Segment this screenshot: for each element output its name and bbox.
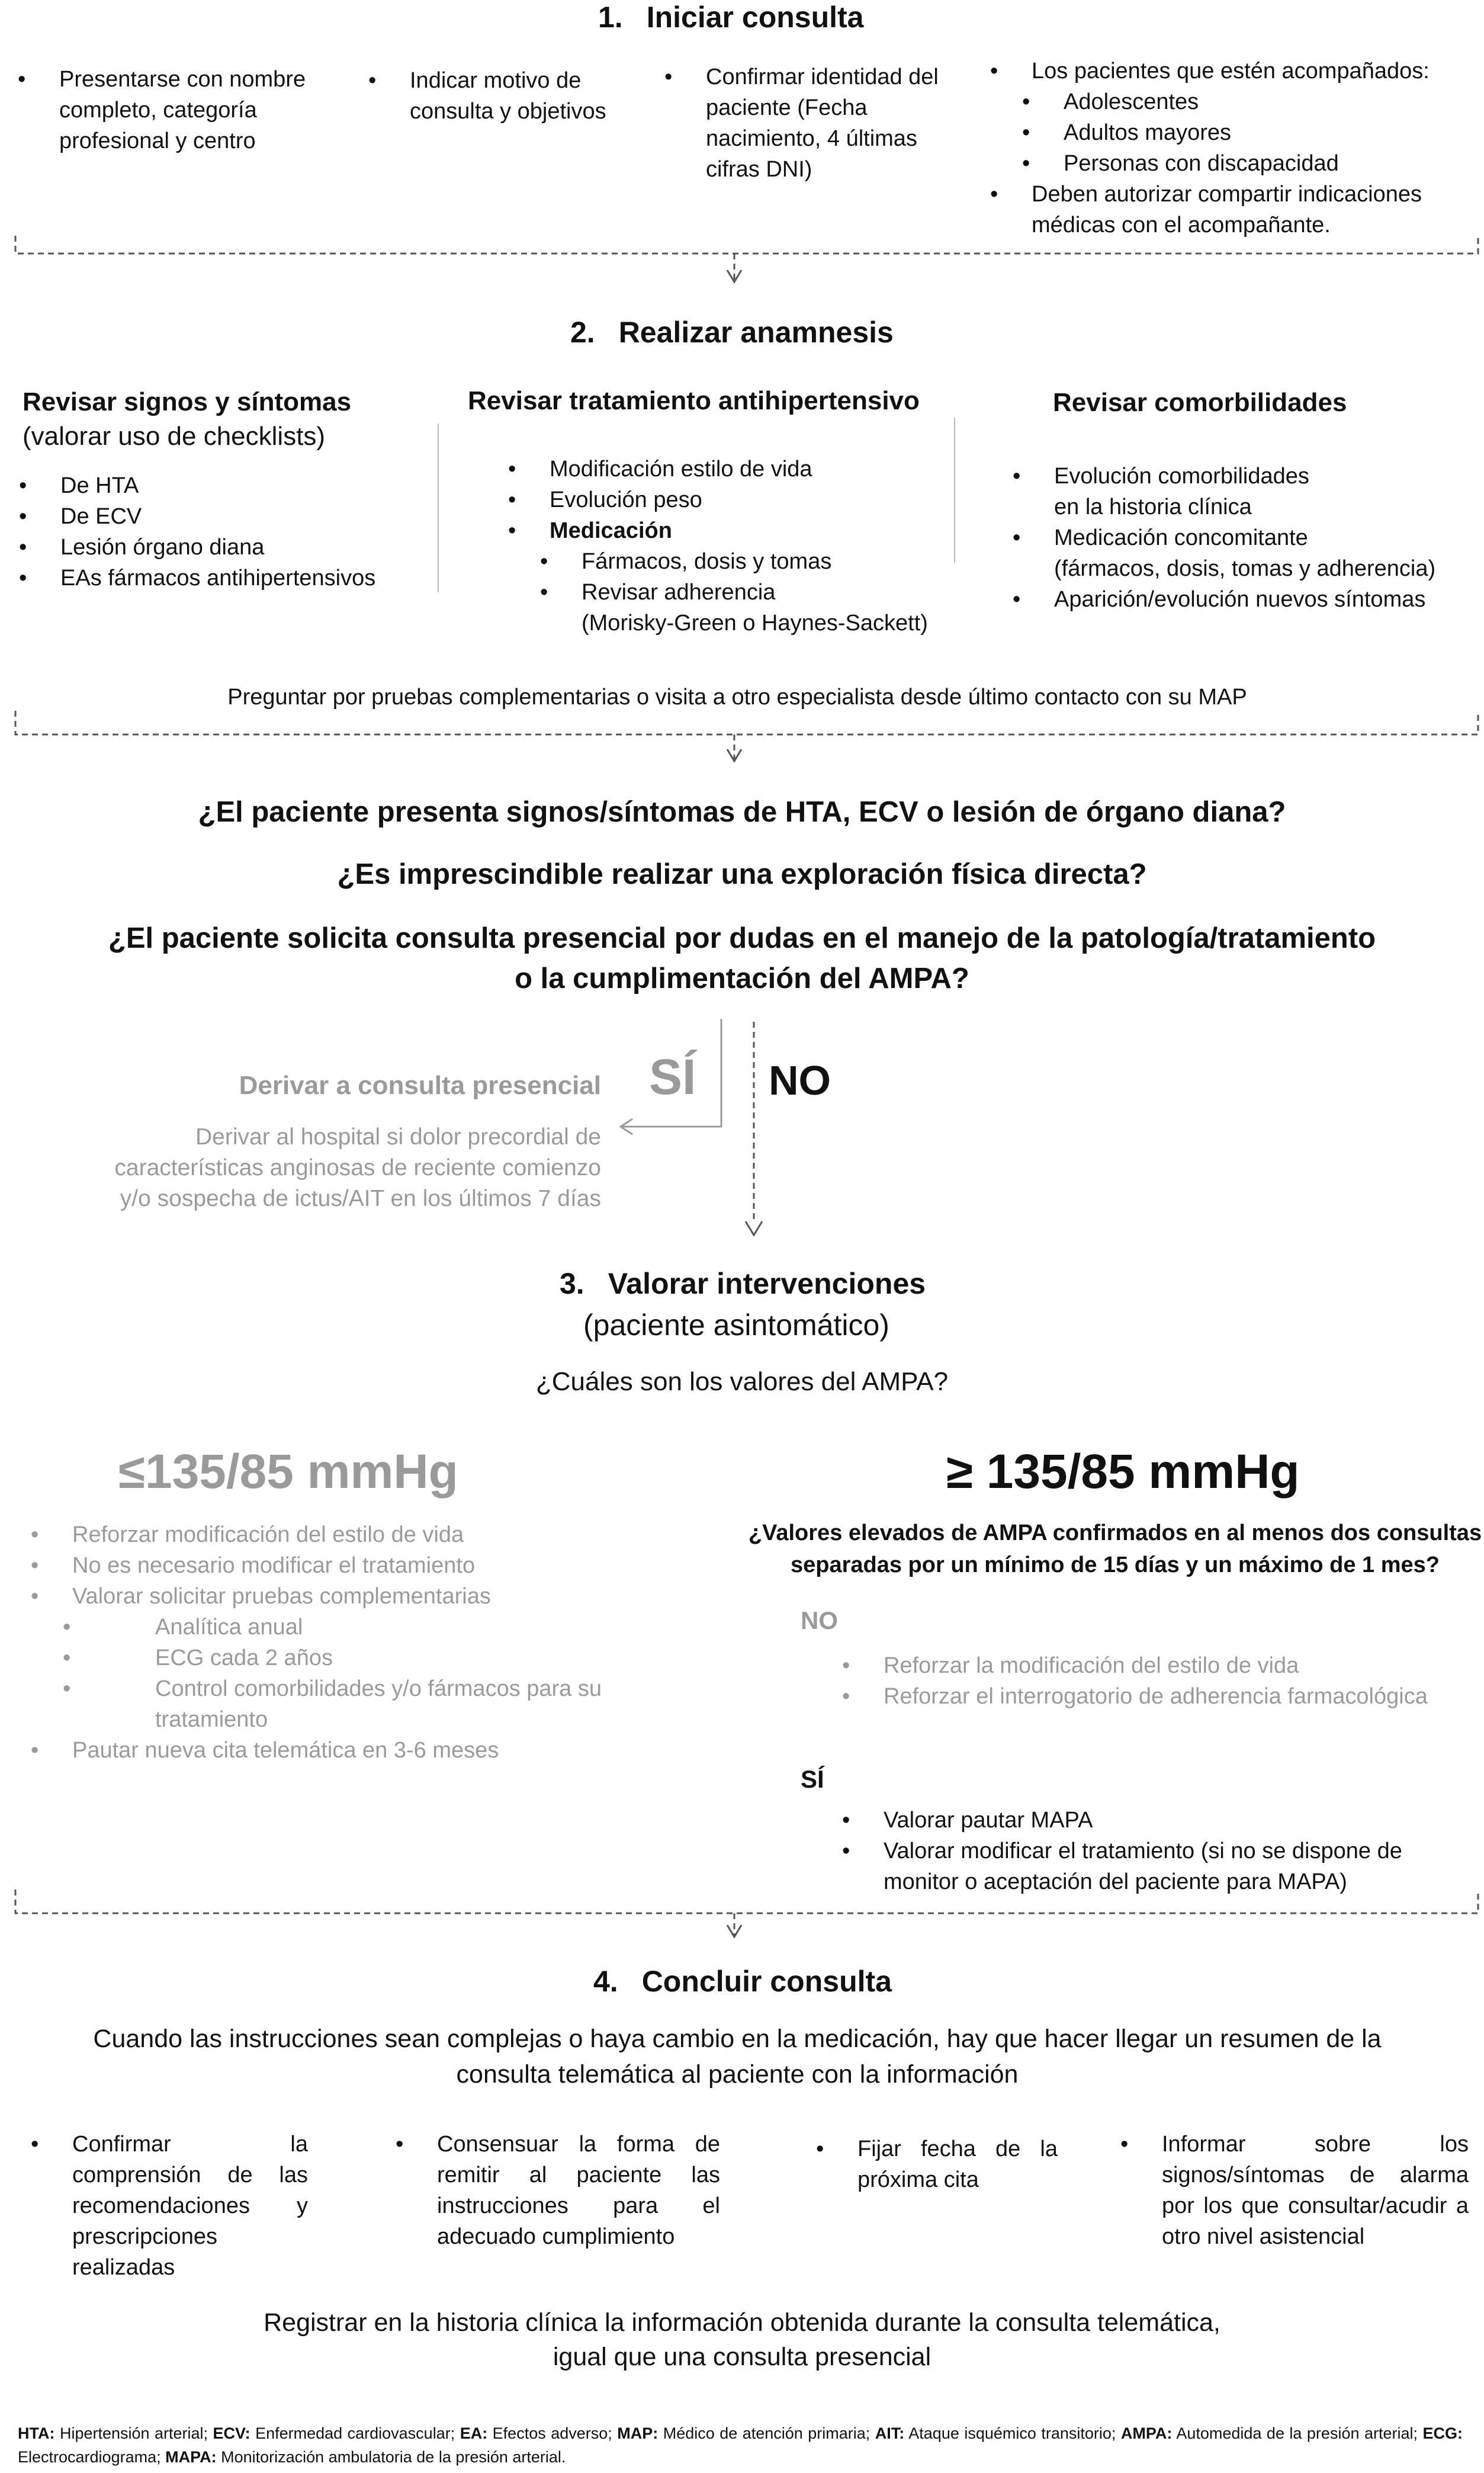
question-3-line2: o la cumplimentación del AMPA? [515, 963, 969, 995]
abbr-key: AMPA: [1120, 2424, 1173, 2442]
section4-number: 4. [593, 1965, 618, 1998]
abbr-text: Electrocardiograma; [18, 2448, 161, 2466]
section1-title-text: Iniciar consulta [646, 1, 864, 34]
signos-list [12, 470, 426, 594]
list-item: • Valorar pautar MAPA [835, 1805, 1480, 1836]
modificar-line1: Valorar modificar el tratamiento (si no se dispone de [884, 1839, 1402, 1863]
abbr-text: Efectos adverso; [492, 2424, 612, 2442]
modificar-line2: monitor o aceptación del paciente para MAPA) [884, 1869, 1347, 1894]
tratamiento-heading: Revisar tratamiento antihipertensivo [468, 386, 920, 415]
low-heading: ≤135/85 mmHg [118, 1445, 458, 1499]
list-item: • Confirmar identidad del paciente (Fecha nacimiento, 4 últimas cifras DNI) [657, 62, 971, 185]
list-item: • Valorar solicitar pruebas complementarias [24, 1581, 675, 1612]
list-item: • EAs fármacos antihipertensivos [12, 563, 426, 594]
medicacion-label: Medicación [550, 518, 672, 543]
list-item: • Adultos mayores [983, 117, 1480, 148]
derivar-line2: características anginosas de reciente comienzo [114, 1155, 601, 1181]
list-item: • Adolescentes [983, 86, 1480, 117]
abbr-text: Enfermedad cardiovascular; [255, 2424, 455, 2442]
list-item: • Analítica anual [24, 1612, 675, 1643]
abbr-key: EA: [460, 2424, 488, 2442]
high-no-list [835, 1650, 1480, 1712]
derivar-title: Derivar a consulta presencial [239, 1071, 601, 1100]
signos-subheading: (valorar uso de checklists) [23, 422, 326, 451]
section4-title-text: Concluir consulta [641, 1965, 892, 1998]
section4-col3 [809, 2134, 1058, 2195]
list-item: • De HTA [12, 470, 426, 501]
control-line2: tratamiento [155, 1707, 268, 1732]
section2-bracket [15, 711, 1478, 734]
abbr-text: Médico de atención primaria; [663, 2424, 871, 2442]
adherencia-line2: (Morisky-Green o Haynes-Sackett) [582, 611, 928, 636]
list-item: • No es necesario modificar el tratamiento [24, 1550, 675, 1581]
concomitante-line1: Medicación concomitante [1054, 525, 1308, 550]
abbreviations-footer [18, 2421, 1463, 2469]
abbr-text: Ataque isquémico transitorio; [908, 2424, 1116, 2442]
section2-note: Preguntar por pruebas complementarias o visita a otro especialista desde último contacto con su MAP [227, 685, 1247, 710]
list-item: • Confirmar la comprensión de las recomendaciones y prescripciones realizadas [24, 2129, 308, 2283]
section4-col1 [24, 2129, 308, 2283]
section4-title [593, 1964, 892, 1999]
control-line1: Control comorbilidades y/o fármacos para su [155, 1676, 602, 1701]
closing-line1: Registrar en la historia clínica la información obtenida durante la consulta telemática, [264, 2308, 1220, 2337]
section2-title [570, 315, 894, 349]
section4-intro-line2: consulta telemática al paciente con la información [456, 2060, 1019, 2089]
abbr-key: ECG: [1422, 2424, 1463, 2442]
comorbilidades-line2: en la historia clínica [1054, 495, 1252, 519]
abbr-key: ECV: [213, 2424, 250, 2442]
comorbilidades-line1: Evolución comorbilidades [1054, 464, 1309, 489]
section3-subtitle: (paciente asintomático) [583, 1308, 889, 1342]
abbr-text: Monitorización ambulatoria de la presión arterial. [221, 2448, 566, 2466]
section4-intro-line1: Cuando las instrucciones sean complejas o haya cambio en la medicación, hay que hacer llegar un resumen de la [93, 2025, 1382, 2053]
list-item [1006, 522, 1479, 584]
list-item: • Informar sobre los signos/síntomas de alarma por los que consultar/acudir a otro nivel asistencial [1113, 2129, 1469, 2252]
section2-number: 2. [570, 316, 595, 349]
list-item [1006, 461, 1479, 522]
high-heading: ≥ 135/85 mmHg [946, 1445, 1300, 1499]
section3-title [560, 1266, 926, 1301]
list-item: • Los pacientes que estén acompañados: [983, 56, 1480, 86]
list-item: • Modificación estilo de vida [501, 454, 951, 485]
signos-heading: Revisar signos y síntomas [23, 387, 352, 416]
list-item: • ECG cada 2 años [24, 1643, 675, 1673]
question-3-line1: ¿El paciente solicita consulta presencial por dudas en el manejo de la patología/tratamiento [108, 922, 1376, 954]
high-yes-list [835, 1805, 1480, 1897]
derivar-line3: y/o sospecha de ictus/AIT en los últimos 7 días [120, 1186, 601, 1211]
list-item: • Indicar motivo de consulta y objetivos [361, 65, 628, 127]
decision-no-label: NO [769, 1057, 831, 1104]
concomitante-line2: (fármacos, dosis, tomas y adherencia) [1054, 556, 1436, 581]
section2-title-text: Realizar anamnesis [618, 316, 894, 349]
list-item: • Aparición/evolución nuevos síntomas [1006, 584, 1479, 615]
list-item: • Consensuar la forma de remitir al paciente las instrucciones para el adecuado cumplimiento [388, 2129, 720, 2252]
abbr-text: Automedida de la presión arterial; [1176, 2424, 1418, 2442]
high-no-label: NO [801, 1606, 838, 1634]
section3-question: ¿Cuáles son los valores del AMPA? [535, 1367, 949, 1396]
question-2: ¿Es imprescindible realizar una exploración física directa? [337, 858, 1147, 890]
abbr-key: AIT: [875, 2424, 905, 2442]
adherencia-line1: Revisar adherencia [582, 580, 776, 605]
list-item [501, 515, 951, 546]
list-item: • Fijar fecha de la próxima cita [809, 2134, 1058, 2195]
list-item: • Reforzar modificación del estilo de vida [24, 1519, 675, 1550]
abbr-key: MAP: [617, 2424, 659, 2442]
list-item: • Personas con discapacidad [983, 148, 1480, 179]
abbr-text: Hipertensión arterial; [59, 2424, 208, 2442]
list-item: • Reforzar el interrogatorio de adherencia farmacológica [835, 1681, 1480, 1712]
decision-yes-label: SÍ [649, 1049, 696, 1105]
high-yes-label: SÍ [801, 1765, 824, 1793]
section3-title-text: Valorar intervenciones [608, 1267, 926, 1300]
list-item: • Reforzar la modificación del estilo de vida [835, 1650, 1480, 1681]
list-item: • Pautar nueva cita telemática en 3-6 meses [24, 1735, 675, 1766]
high-question-line1: ¿Valores elevados de AMPA confirmados en al menos dos consultas [748, 1521, 1482, 1545]
list-item [24, 1673, 675, 1735]
no-arrowhead [746, 1221, 762, 1235]
section1-bracket [15, 236, 1478, 254]
list-item [835, 1836, 1480, 1897]
list-item: • Lesión órgano diana [12, 532, 426, 563]
derivar-line1: Derivar al hospital si dolor precordial de [195, 1124, 601, 1150]
section4-col2 [388, 2129, 720, 2252]
closing-line2: igual que una consulta presencial [553, 2343, 931, 2371]
list-item: • De ECV [12, 501, 426, 532]
question-1: ¿El paciente presenta signos/síntomas de HTA, ECV o lesión de órgano diana? [198, 796, 1286, 828]
list-item: • Evolución peso [501, 485, 951, 515]
list-item: • Deben autorizar compartir indicaciones médicas con el acompañante. [983, 179, 1480, 240]
list-item: • Presentarse con nombre completo, categoría profesional y centro [11, 64, 342, 156]
section4-col4 [1113, 2129, 1469, 2252]
comorbilidades-heading: Revisar comorbilidades [1053, 388, 1347, 417]
list-item [501, 577, 951, 639]
list-item: • Fármacos, dosis y tomas [501, 546, 951, 577]
comorbilidades-list [1006, 461, 1479, 615]
high-question-line2: separadas por un mínimo de 15 días y un máximo de 1 mes? [790, 1553, 1440, 1577]
section1-number: 1. [598, 1, 623, 34]
low-list [24, 1519, 675, 1766]
abbr-key: HTA: [18, 2424, 55, 2442]
tratamiento-list [501, 454, 951, 639]
abbr-key: MAPA: [165, 2448, 217, 2466]
section3-number: 3. [560, 1267, 584, 1300]
